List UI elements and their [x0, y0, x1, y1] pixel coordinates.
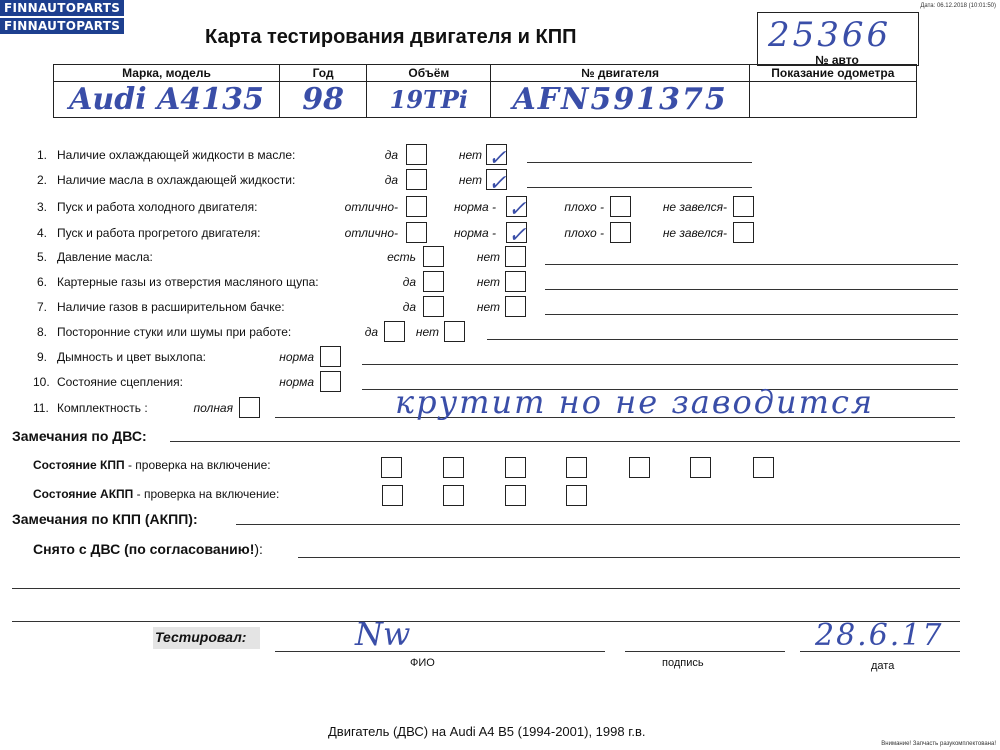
check-option-label: нет: [458, 173, 482, 187]
check-number: 6.: [37, 275, 48, 289]
check-option-label: есть: [387, 250, 416, 264]
check-number: 1.: [37, 148, 48, 162]
check-number: 4.: [37, 226, 48, 240]
auto-gearbox-label-rest: - проверка на включение:: [133, 487, 280, 501]
check-label: Состояние сцепления:: [57, 375, 183, 389]
check-option-label: нет: [476, 300, 500, 314]
check-option-label: да: [364, 325, 378, 339]
gear-checkbox[interactable]: [566, 485, 587, 506]
checkbox[interactable]: [610, 222, 631, 243]
check-label: Картерные газы из отверстия масляного щупа:: [57, 275, 319, 289]
page-title: Карта тестирования двигателя и КПП: [205, 26, 577, 48]
checkbox[interactable]: [610, 196, 631, 217]
check-option-label: отлично-: [344, 200, 398, 214]
check-number: 2.: [37, 173, 48, 187]
car-number-value: 25366: [768, 15, 892, 55]
answer-line: [487, 339, 958, 340]
checkbox[interactable]: [384, 321, 405, 342]
fio-line: [275, 651, 605, 652]
checkbox[interactable]: [505, 271, 526, 292]
removed-label: [33, 541, 263, 557]
signature-line: [625, 651, 785, 652]
check-option-label: норма: [279, 375, 314, 389]
checkbox[interactable]: [406, 169, 427, 190]
removed-line-1: [298, 557, 960, 558]
check-mark: ✓: [508, 197, 527, 222]
handwritten-note: крутит но не заводится: [395, 383, 875, 421]
col-year: Год: [279, 65, 366, 82]
volume-value: 19TPi: [389, 85, 469, 114]
check-option-label: полная: [193, 401, 233, 415]
tested-by-label: Тестировал:: [155, 629, 247, 645]
gear-checkbox[interactable]: [566, 457, 587, 478]
col-make: Марка, модель: [54, 65, 280, 82]
remarks-engine-label: Замечания по ДВС:: [12, 428, 147, 444]
date-caption: дата: [871, 660, 895, 672]
check-number: 11.: [33, 401, 49, 415]
handwritten-fio: Nw: [355, 615, 411, 653]
removed-label-bold: Снято с ДВС (: [33, 541, 129, 557]
check-label: Наличие масла в охлаждающей жидкости:: [57, 173, 296, 187]
gear-checkbox[interactable]: [690, 457, 711, 478]
check-label: Наличие газов в расширительном бачке:: [57, 300, 285, 314]
check-option-label: норма -: [453, 200, 496, 214]
check-option-label: отлично-: [344, 226, 398, 240]
car-number-label: № авто: [815, 53, 859, 67]
checkbox[interactable]: [505, 246, 526, 267]
signature-caption: подпись: [662, 657, 704, 669]
handwritten-date: 28.6.17: [815, 618, 944, 653]
check-label: Дымность и цвет выхлопа:: [57, 350, 206, 364]
check-label: Посторонние стуки или шумы при работе:: [57, 325, 292, 339]
answer-line: [545, 314, 958, 315]
check-option-label: нет: [476, 250, 500, 264]
check-option-label: плохо -: [564, 226, 604, 240]
check-option-label: не завелся-: [662, 226, 727, 240]
check-option-label: нет: [415, 325, 439, 339]
photo-caption: Двигатель (ДВС) на Audi A4 B5 (1994-2001), 1998 г.в.: [328, 724, 646, 739]
remarks-engine-line: [170, 441, 960, 442]
fio-caption: ФИО: [410, 657, 435, 669]
answer-line: [545, 264, 958, 265]
checkbox[interactable]: [423, 296, 444, 317]
watermark-logo-2: FINNAUTOPARTS: [0, 18, 124, 34]
checkbox[interactable]: [406, 222, 427, 243]
check-number: 10.: [33, 375, 50, 389]
check-option-label: да: [384, 173, 398, 187]
removed-line-2: [12, 588, 960, 589]
gear-checkbox[interactable]: [443, 457, 464, 478]
gear-checkbox[interactable]: [505, 457, 526, 478]
check-label: Наличие охлаждающей жидкости в масле:: [57, 148, 296, 162]
checkbox[interactable]: [444, 321, 465, 342]
manual-gearbox-label-rest: - проверка на включение:: [124, 458, 271, 472]
check-number: 3.: [37, 200, 48, 214]
checkbox[interactable]: [423, 246, 444, 267]
remarks-gearbox-line: [236, 524, 960, 525]
make-value: Audi A4135: [69, 82, 264, 117]
checkbox[interactable]: [320, 346, 341, 367]
checkbox[interactable]: [239, 397, 260, 418]
check-mark: ✓: [488, 146, 507, 171]
answer-line: [527, 162, 752, 163]
auto-gearbox-label: [33, 487, 279, 501]
checkbox[interactable]: [406, 196, 427, 217]
check-number: 7.: [37, 300, 48, 314]
col-volume: Объём: [367, 65, 491, 82]
footer-stamp: Внимание! Запчасть разукомплектована!: [881, 741, 996, 747]
engine-number-value: AFN591375: [512, 82, 728, 117]
checkbox[interactable]: [320, 371, 341, 392]
check-option-label: не завелся-: [662, 200, 727, 214]
gear-checkbox[interactable]: [753, 457, 774, 478]
check-mark: ✓: [488, 171, 507, 196]
check-option-label: да: [384, 148, 398, 162]
checkbox[interactable]: [406, 144, 427, 165]
check-option-label: нет: [476, 275, 500, 289]
answer-line: [527, 187, 752, 188]
check-option-label: да: [402, 300, 416, 314]
check-option-label: да: [402, 275, 416, 289]
checkbox[interactable]: [505, 296, 526, 317]
removed-label-bold2: по согласованию!: [128, 541, 255, 557]
date-stamp: Дата: 06.12.2018 (10:01:50): [920, 3, 996, 9]
check-option-label: норма -: [453, 226, 496, 240]
check-number: 8.: [37, 325, 48, 339]
gear-checkbox[interactable]: [443, 485, 464, 506]
gear-checkbox[interactable]: [382, 485, 403, 506]
check-label: Давление масла:: [57, 250, 153, 264]
check-number: 5.: [37, 250, 48, 264]
check-label: Комплектность :: [57, 401, 148, 415]
manual-gearbox-label-bold: Состояние КПП: [33, 458, 125, 472]
check-number: 9.: [37, 350, 48, 364]
check-option-label: плохо -: [564, 200, 604, 214]
check-option-label: норма: [279, 350, 314, 364]
watermark-logo: FINNAUTOPARTS: [0, 0, 124, 16]
checkbox[interactable]: [733, 222, 754, 243]
remarks-gearbox-label: Замечания по КПП (АКПП):: [12, 511, 198, 527]
gear-checkbox[interactable]: [505, 485, 526, 506]
gear-checkbox[interactable]: [629, 457, 650, 478]
answer-line: [362, 364, 958, 365]
col-engine-number: № двигателя: [491, 65, 749, 82]
check-label: Пуск и работа прогретого двигателя:: [57, 226, 261, 240]
gear-checkbox[interactable]: [381, 457, 402, 478]
check-option-label: нет: [458, 148, 482, 162]
removed-label-tail: ):: [254, 541, 263, 557]
checkbox[interactable]: [423, 271, 444, 292]
manual-gearbox-label: [33, 458, 271, 472]
check-mark: ✓: [508, 223, 527, 248]
check-label: Пуск и работа холодного двигателя:: [57, 200, 258, 214]
col-odometer: Показание одометра: [749, 65, 916, 82]
auto-gearbox-label-bold: Состояние АКПП: [33, 487, 134, 501]
checkbox[interactable]: [733, 196, 754, 217]
answer-line: [545, 289, 958, 290]
year-value: 98: [302, 82, 344, 117]
